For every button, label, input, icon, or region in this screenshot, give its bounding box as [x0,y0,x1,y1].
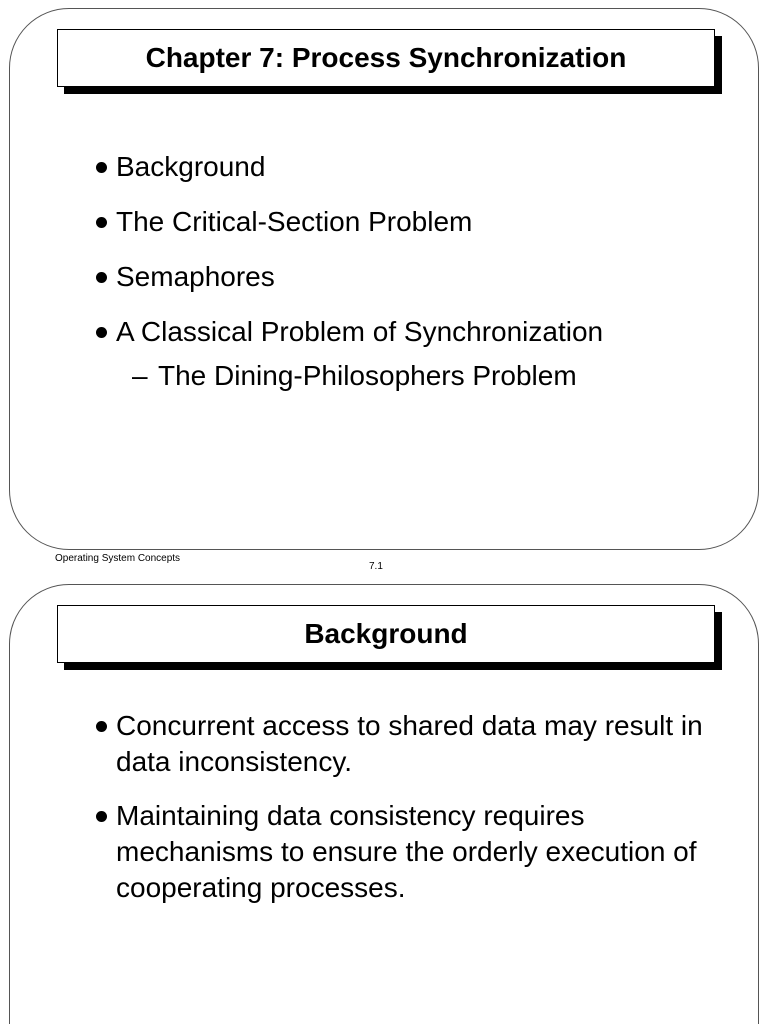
slide-2-title: Background [304,618,468,649]
slide-2-bullet-list [96,708,716,924]
slide-1-bullet-list [96,149,716,394]
bullet-dot-icon [96,721,107,732]
bullet-item [96,149,716,185]
slide-1-title-box [57,29,715,87]
bullet-text: The Critical-Section Problem [116,206,473,237]
bullet-dot-icon [96,272,107,283]
sub-bullet-text: The Dining-Philosophers Problem [158,360,577,391]
bullet-text: Concurrent access to shared data may result in data inconsistency. [116,710,703,777]
bullet-text: Maintaining data consistency requires mechanisms to ensure the orderly execution of cooperating processes. [116,800,697,903]
slide-1-title: Chapter 7: Process Synchronization [145,42,627,73]
bullet-dot-icon [96,217,107,228]
bullet-text: Semaphores [116,261,275,292]
bullet-dot-icon [96,811,107,822]
bullet-item [96,798,716,906]
dash-icon: – [132,360,148,391]
bullet-dot-icon [96,162,107,173]
bullet-text: A Classical Problem of Synchronization [116,316,604,347]
bullet-item [96,259,716,295]
bullet-item [96,708,716,780]
bullet-item [96,314,716,394]
footer-page-number: 7.1 [369,561,383,572]
sub-bullet-item [132,358,716,394]
bullet-dot-icon [96,327,107,338]
footer-book-title: Operating System Concepts [55,553,181,564]
bullet-text: Background [116,151,266,182]
slide-2-title-box [57,605,715,663]
bullet-item [96,204,716,240]
